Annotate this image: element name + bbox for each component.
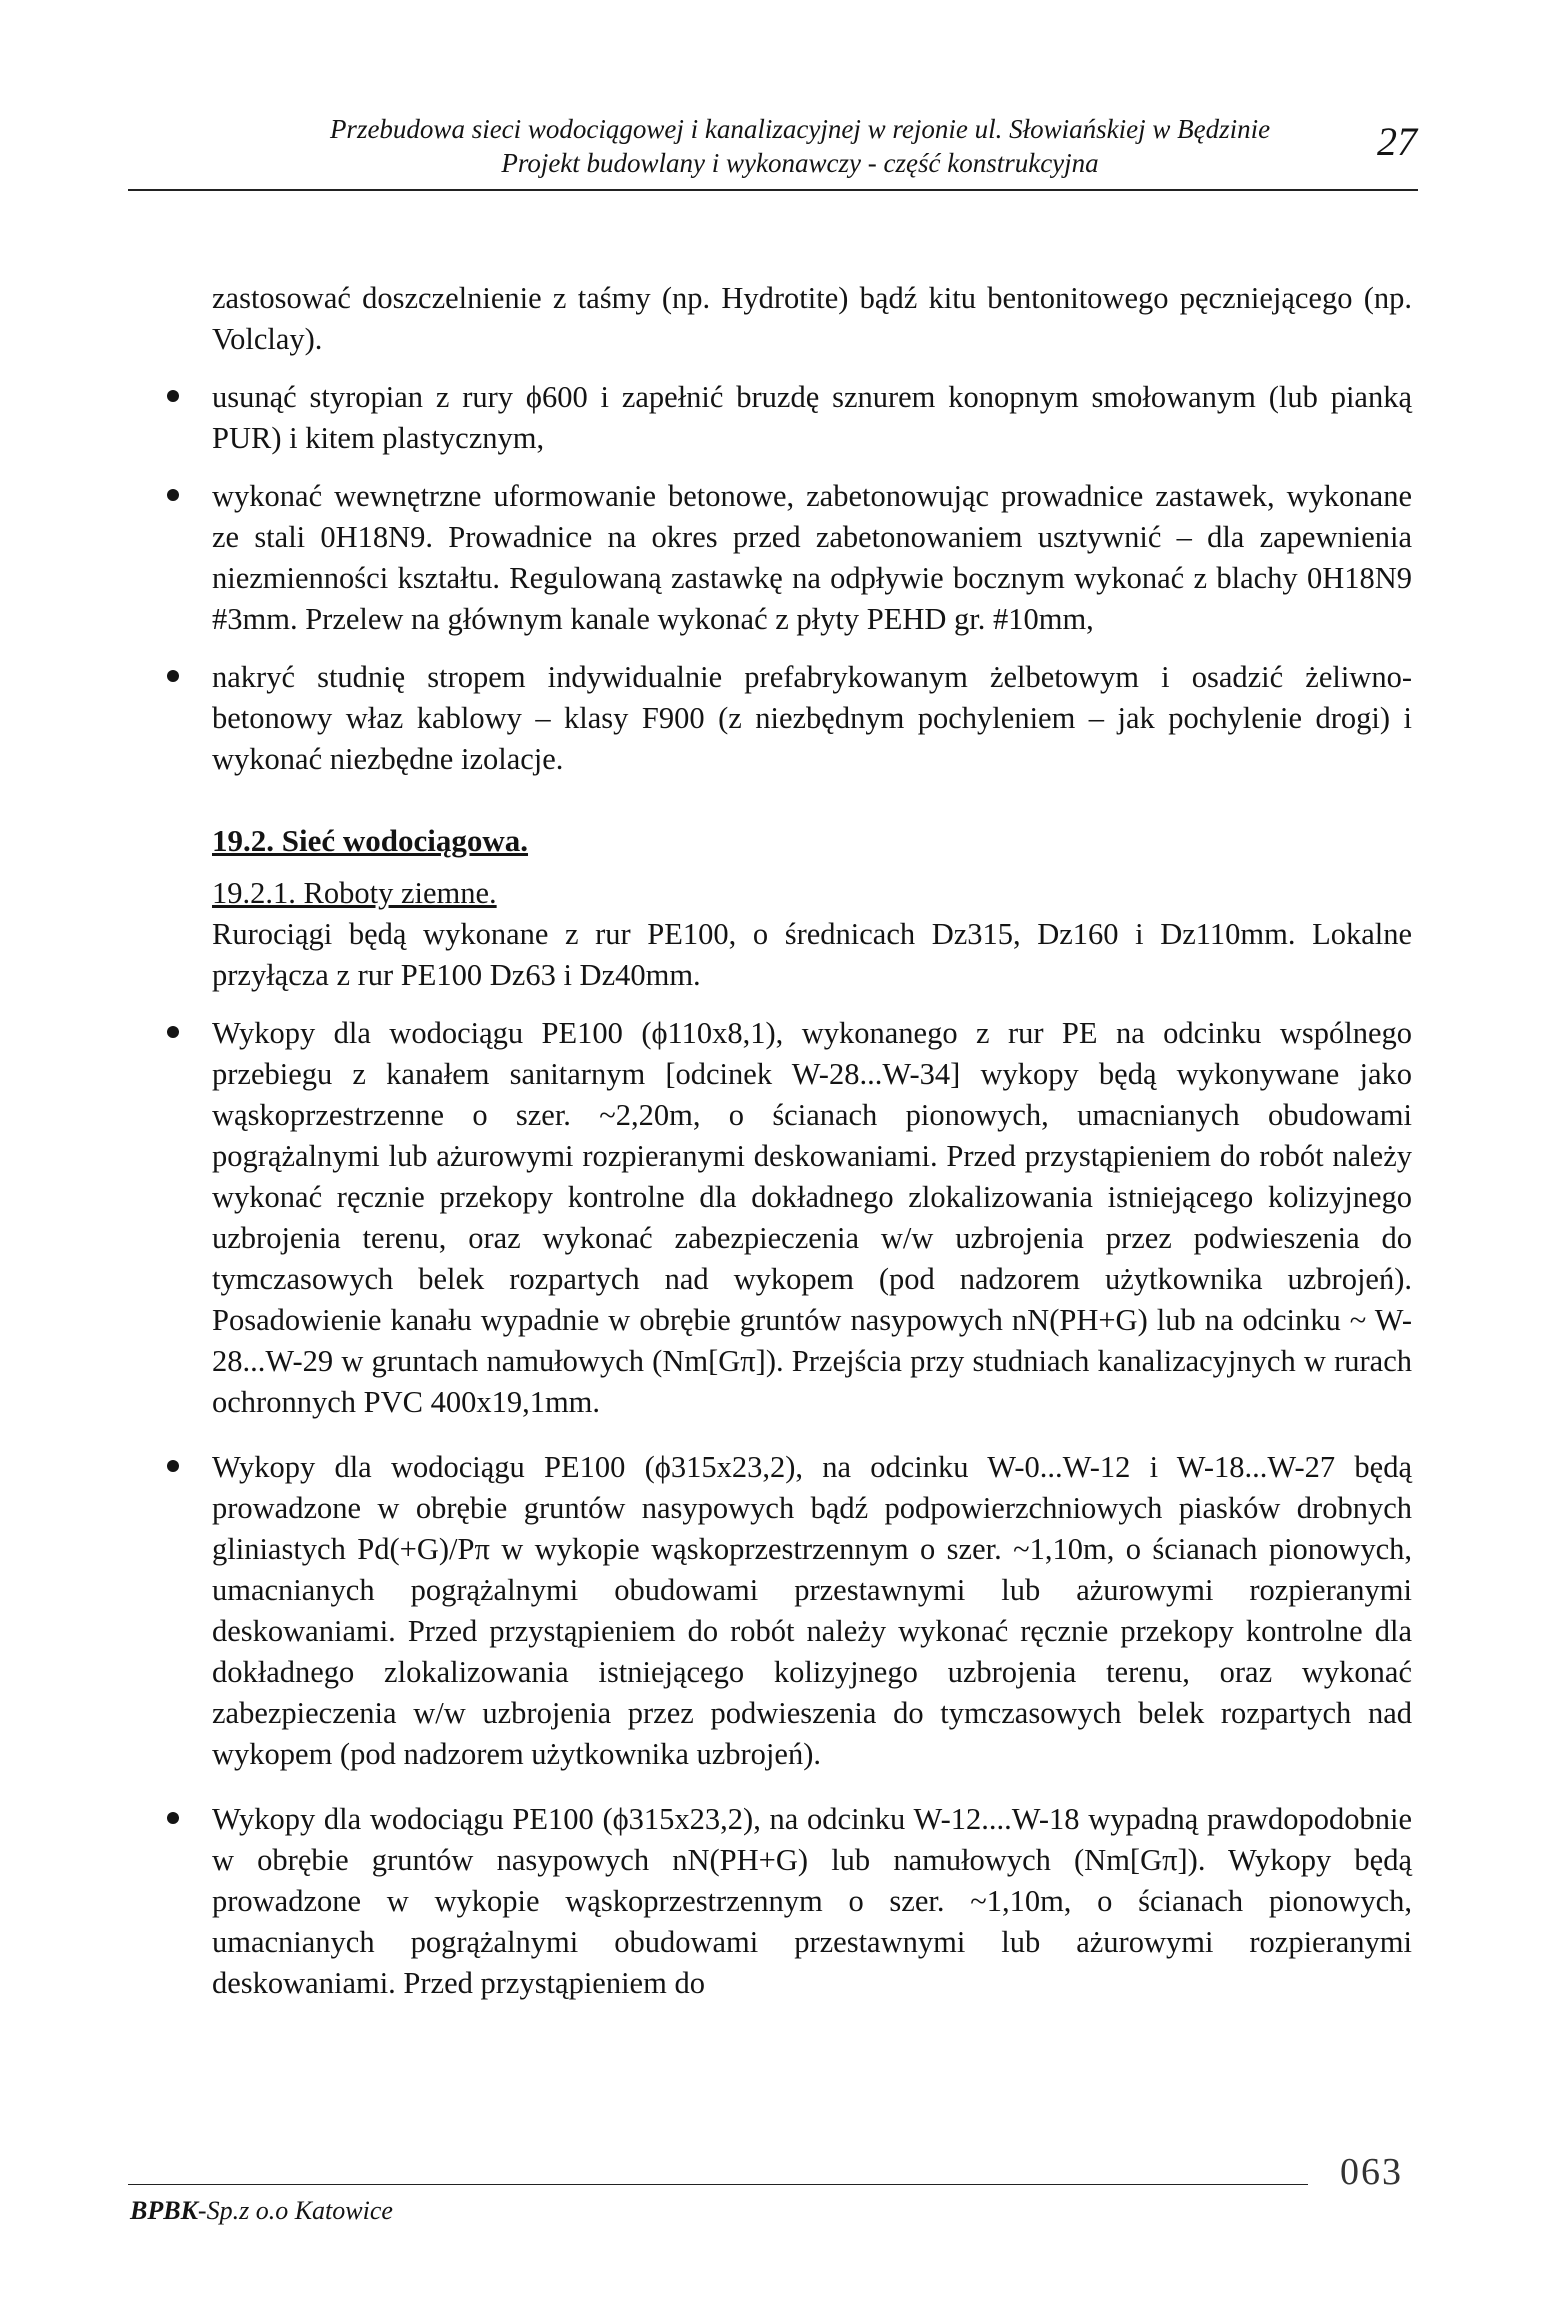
list-item — [212, 657, 1412, 780]
page-stamp: 063 — [1340, 2151, 1403, 2193]
bullet-icon — [167, 489, 179, 501]
bullet-icon — [167, 670, 179, 682]
list-item — [212, 1013, 1412, 1423]
company-location: -Sp.z o.o Katowice — [197, 2196, 393, 2225]
list-item — [212, 377, 1412, 459]
footer-rule — [128, 2184, 1308, 2185]
bullet-icon — [167, 390, 179, 402]
list-item — [212, 1799, 1412, 2004]
footer-company — [130, 2196, 393, 2226]
list-item-text: usunąć styropian z rury ϕ600 i zapełnić bruzdę sznurem konopnym smołowanym (lub pianką PUR) i kitem plastycznym, — [212, 380, 1412, 455]
list-item-text: Wykopy dla wodociągu PE100 (ϕ110x8,1), wykonanego z rur PE na odcinku wspólnego przebiegu z kanałem sanitarnym [odcinek W-28...W-34] wykopy będą wykonywane jako wąskoprzestrzenne o szer. ~2,20m, o ścianach pionowych, umacnianych obudowami pogrążalnymi lub ażurowymi rozpieranymi deskowaniami. Przed przystąpieniem do robót należy wykonać ręcznie przekopy kontrolne dla dokładnego zlokalizowania istniejącego kolizyjnego uzbrojenia terenu, oraz wykonać zabezpieczenia w/w uzbrojenia przez podwieszenia do tymczasowych belek rozpartych nad wykopem (pod nadzorem użytkownika uzbrojeń). Posadowienie kanału wypadnie w obrębie gruntów nasypowych nN(PH+G) lub na odcinku ~ W-28...W-29 w gruntach namułowych (Nm[Gπ]). Przejścia przy studniach kanalizacyjnych w rurach ochronnych PVC 400x19,1mm. — [212, 1016, 1412, 1419]
list-item-text: nakryć studnię stropem indywidualnie prefabrykowanym żelbetowym i osadzić żeliwno-betonowy właz kablowy – klasy F900 (z niezbędnym pochyleniem – jak pochylenie drogi) i wykonać niezbędne izolacje. — [212, 660, 1412, 776]
header-rule — [128, 189, 1418, 191]
bullet-icon — [167, 1460, 179, 1472]
list-item — [212, 476, 1412, 640]
company-name: BPBK — [130, 2196, 198, 2225]
header-subtitle: Projekt budowlany i wykonawczy - część konstrukcyjna — [501, 148, 1099, 178]
header-title: Przebudowa sieci wodociągowej i kanalizacyjnej w rejonie ul. Słowiańskiej w Będzinie — [329, 114, 1271, 144]
running-header — [240, 112, 1360, 180]
bullet-icon — [167, 1812, 179, 1824]
list-item-text: wykonać wewnętrzne uformowanie betonowe, zabetonowując prowadnice zastawek, wykonane ze stali 0H18N9. Prowadnice na okres przed zabetonowaniem usztywnić – dla zapewnienia niezmienności kształtu. Regulowaną zastawkę na odpływie bocznym wykonać z blachy 0H18N9 #3mm. Przelew na głównym kanale wykonać z płyty PEHD gr. #10mm, — [212, 479, 1412, 636]
section-intro: Rurociągi będą wykonane z rur PE100, o średnicach Dz315, Dz160 i Dz110mm. Lokalne przyłącza z rur PE100 Dz63 i Dz40mm. — [212, 917, 1412, 992]
subsection-title: 19.2.1. Roboty ziemne. — [212, 876, 497, 910]
list-item-text: Wykopy dla wodociągu PE100 (ϕ315x23,2), na odcinku W-0...W-12 i W-18...W-27 będą prowadzone w obrębie gruntów nasypowych bądź podpowierzchniowych piasków drobnych gliniastych Pd(+G)/Pπ w wykopie wąskoprzestrzennym o szer. ~1,10m, o ścianach pionowych, umacnianych pogrążalnymi obudowami przestawnymi lub ażurowymi rozpieranymi deskowaniami. Przed przystąpieniem do robót należy wykonać ręcznie przekopy kontrolne dla dokładnego zlokalizowania istniejącego kolizyjnego uzbrojenia terenu, oraz wykonać zabezpieczenia w/w uzbrojenia przez podwieszenia do tymczasowych belek rozpartych nad wykopem (pod nadzorem użytkownika uzbrojeń). — [212, 1450, 1412, 1771]
page-number: 27 — [1377, 119, 1417, 164]
list-item — [212, 1447, 1412, 1775]
intro-paragraph: zastosować doszczelnienie z taśmy (np. Hydrotite) bądź kitu bentonitowego pęczniejącego (np. Volclay). — [212, 281, 1412, 356]
list-item-text: Wykopy dla wodociągu PE100 (ϕ315x23,2), na odcinku W-12....W-18 wypadną prawdopodobnie w obrębie gruntów nasypowych nN(PH+G) lub namułowych (Nm[Gπ]). Wykopy będą prowadzone w wykopie wąskoprzestrzennym o szer. ~1,10m, o ścianach pionowych, umacnianych pogrążalnymi obudowami przestawnymi lub ażurowymi rozpieranymi deskowaniami. Przed przystąpieniem do — [212, 1802, 1412, 2000]
document-body — [212, 278, 1412, 2004]
section-title: 19.2. Sieć wodociągowa. — [212, 823, 529, 858]
bullet-icon — [167, 1026, 179, 1038]
